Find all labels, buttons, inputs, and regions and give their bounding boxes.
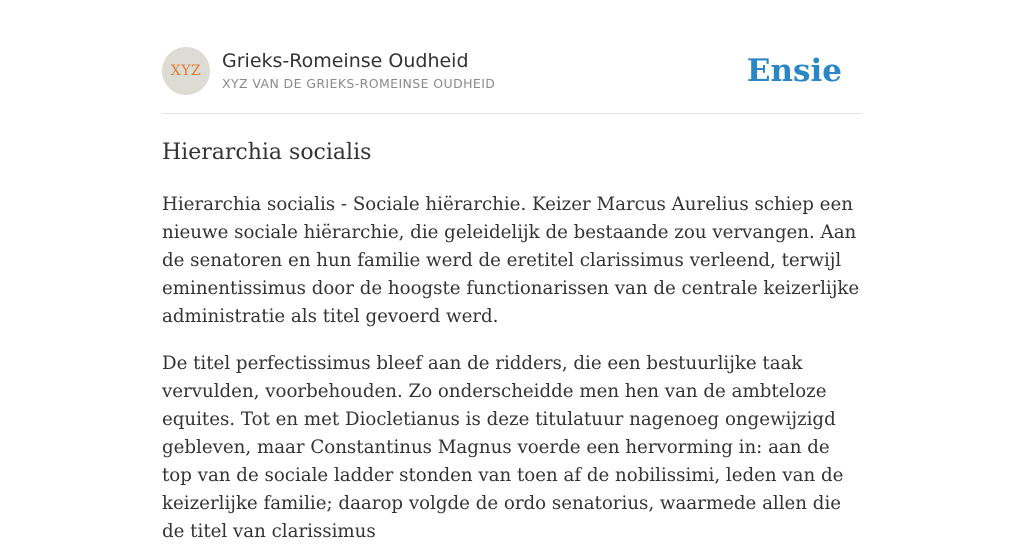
dictionary-title-link[interactable]: Grieks-Romeinse Oudheid	[222, 49, 469, 72]
entry-paragraph: De titel perfectissimus bleef aan de ridders, die een bestuurlijke taak vervulden, voorbehouden. Zo onderscheidde men hen van de ambteloze equites. Tot en met Diocletianus is deze titulatuur nagenoeg ongewijzigd gebleven, maar Constantinus Magnus voerde een hervorming in: aan de top van de sociale ladder stonden van toen af de nobilissimi, leden van de keizerlijke familie; daarop volgde de ordo senatorius, waarmede allen die de titel van clarissimus	[162, 353, 844, 542]
ensie-logo-link[interactable]: Ensie	[746, 53, 842, 89]
entry-title: Hierarchia socialis	[162, 140, 372, 165]
entry-body	[162, 191, 862, 546]
dictionary-avatar[interactable]	[162, 47, 210, 95]
dictionary-subtitle: XYZ VAN DE GRIEKS-ROMEINSE OUDHEID	[222, 75, 496, 91]
avatar-text: XYZ	[170, 63, 202, 79]
dictionary-header	[162, 47, 862, 95]
page	[162, 0, 862, 546]
dictionary-info	[222, 49, 495, 94]
header-divider	[162, 113, 862, 114]
entry-paragraph: Hierarchia socialis - Sociale hiërarchie. Keizer Marcus Aurelius schiep een nieuwe sociale hiërarchie, die geleidelijk de bestaande zou vervangen. Aan de senatoren en hun familie werd de eretitel clarissimus verleend, terwijl eminentissimus door de hoogste functionarissen van de centrale keizerlijke administratie als titel gevoerd werd.	[162, 194, 860, 327]
